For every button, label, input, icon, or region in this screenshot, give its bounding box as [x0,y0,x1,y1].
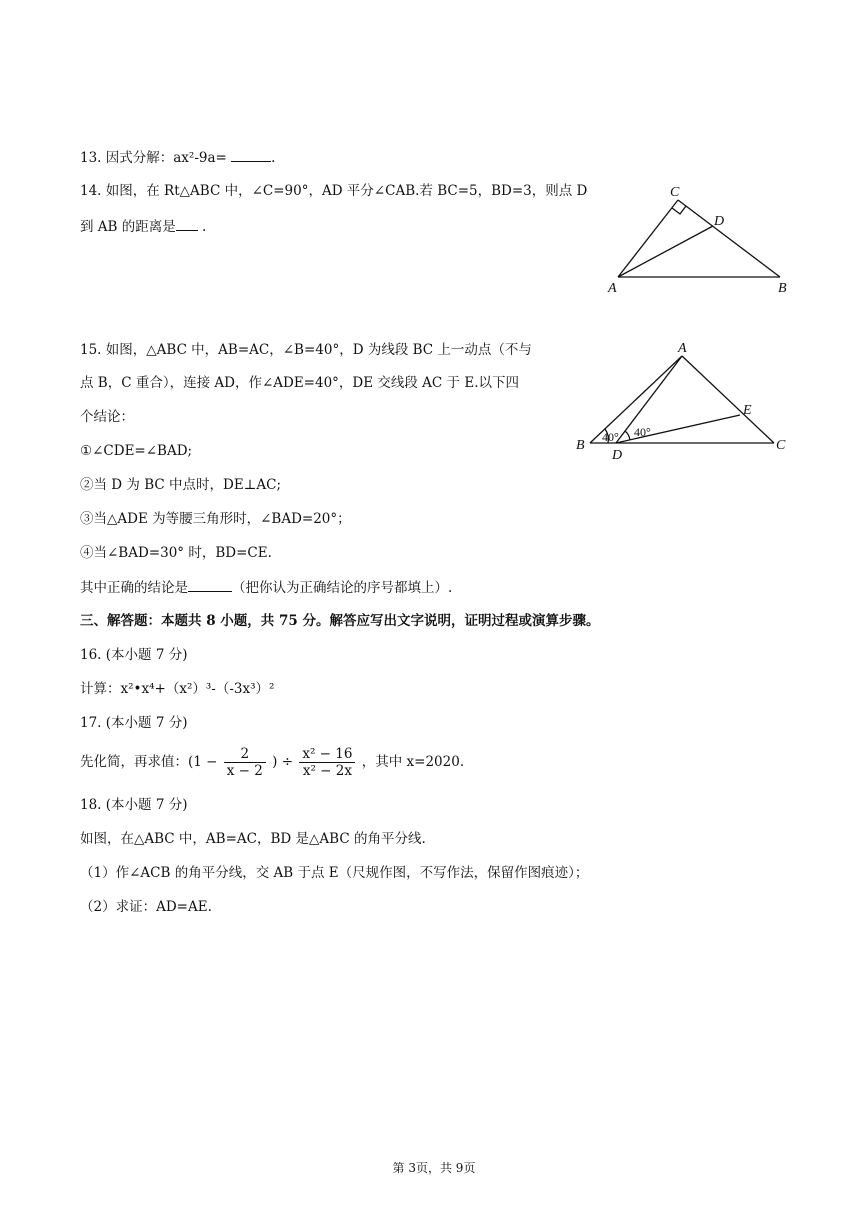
page-footer: 第 3页，共 9页 [392,1161,476,1175]
q14-line2 [80,216,206,237]
question-13 [80,147,275,168]
q15-figure [568,340,798,465]
segment-cb [678,200,780,277]
q17-fraction-2-numerator: x² − 16 [299,746,355,763]
q15-answer-pre: 其中正确的结论是 [80,580,188,596]
angle-d-label: 40° [634,425,651,439]
label-b: B [778,281,787,295]
q14-line2-text: 到 AB 的距离是 [80,219,176,235]
q17-fraction-2 [299,746,355,779]
q16-heading: 16. (本小题 7 分) [80,647,188,663]
q15-conclusion-1: ①∠CDE=∠BAD; [80,443,193,459]
angle-b-label: 40° [602,430,619,444]
label-e: E [743,403,752,418]
q16-body: 计算：x²•x⁴+（x²）³-（-3x³）² [80,681,275,697]
q17-fraction-1-denominator: x − 2 [226,763,263,779]
q15-answer-blank [188,577,232,592]
q15-answer-post: （把你认为正确结论的序号都填上）. [232,580,453,596]
q14-figure [600,180,800,295]
q17-fraction-1-numerator: 2 [224,746,266,763]
q13-end: . [271,150,276,166]
q18-body: 如图，在△ABC 中，AB=AC，BD 是△ABC 的角平分线. [80,831,426,847]
label-c: C [670,185,680,200]
q17-fraction-1 [224,746,266,779]
q13-answer-blank [231,147,271,162]
q17-fraction-2-denominator: x² − 2x [302,763,352,779]
segment-ac [618,200,678,277]
q15-line3: 个结论： [80,409,134,425]
q17-mid: ) ÷ [272,754,294,770]
q15-line1: 15. 如图，△ABC 中，AB=AC，∠B=40°，D 为线段 BC 上一动点（不与 [80,342,532,358]
label-c: C [776,438,786,453]
q15-conclusion-3: ③当△ADE 为等腰三角形时，∠BAD=20°； [80,511,351,527]
segment-ad [618,226,713,277]
q15-conclusion-4: ④当∠BAD=30° 时，BD=CE. [80,545,272,561]
q17-heading: 17. (本小题 7 分) [80,715,188,731]
segment-ac [682,356,774,443]
section-3-heading: 三、解答题：本题共 8 小题，共 75 分。解答应写出文字说明，证明过程或演算步骤。 [80,613,600,629]
right-angle-mark [672,206,686,214]
q15-conclusion-2: ②当 D 为 BC 中点时，DE⊥AC; [80,477,281,493]
q17-body [80,745,464,779]
angle-arc-d [625,431,630,440]
label-a: A [678,341,687,356]
q14-answer-blank [176,216,198,231]
q18-part-2: （2）求证：AD=AE. [80,899,212,915]
label-b: B [576,438,585,453]
label-a: A [608,281,617,295]
q14-line1: 14. 如图，在 Rt△ABC 中，∠C=90°，AD 平分∠CAB.若 BC=5，BD=3，则点 D [80,183,588,199]
q17-pre: 先化简，再求值：(1 − [80,754,218,770]
q18-part-1: （1）作∠ACB 的角平分线，交 AB 于点 E（尺规作图，不写作法，保留作图痕迹）； [80,865,589,881]
q14-end: . [197,219,207,235]
label-d: D [612,448,623,463]
q13-text: 13. 因式分解：ax²-9a= [80,150,232,166]
q15-answer-line [80,577,452,598]
q17-post: ，其中 x=2020. [361,754,465,770]
label-d: D [714,214,725,229]
q18-heading: 18. (本小题 7 分) [80,797,188,813]
q15-line2: 点 B，C 重合），连接 AD，作∠ADE=40°，DE 交线段 AC 于 E.以下四 [80,375,519,391]
